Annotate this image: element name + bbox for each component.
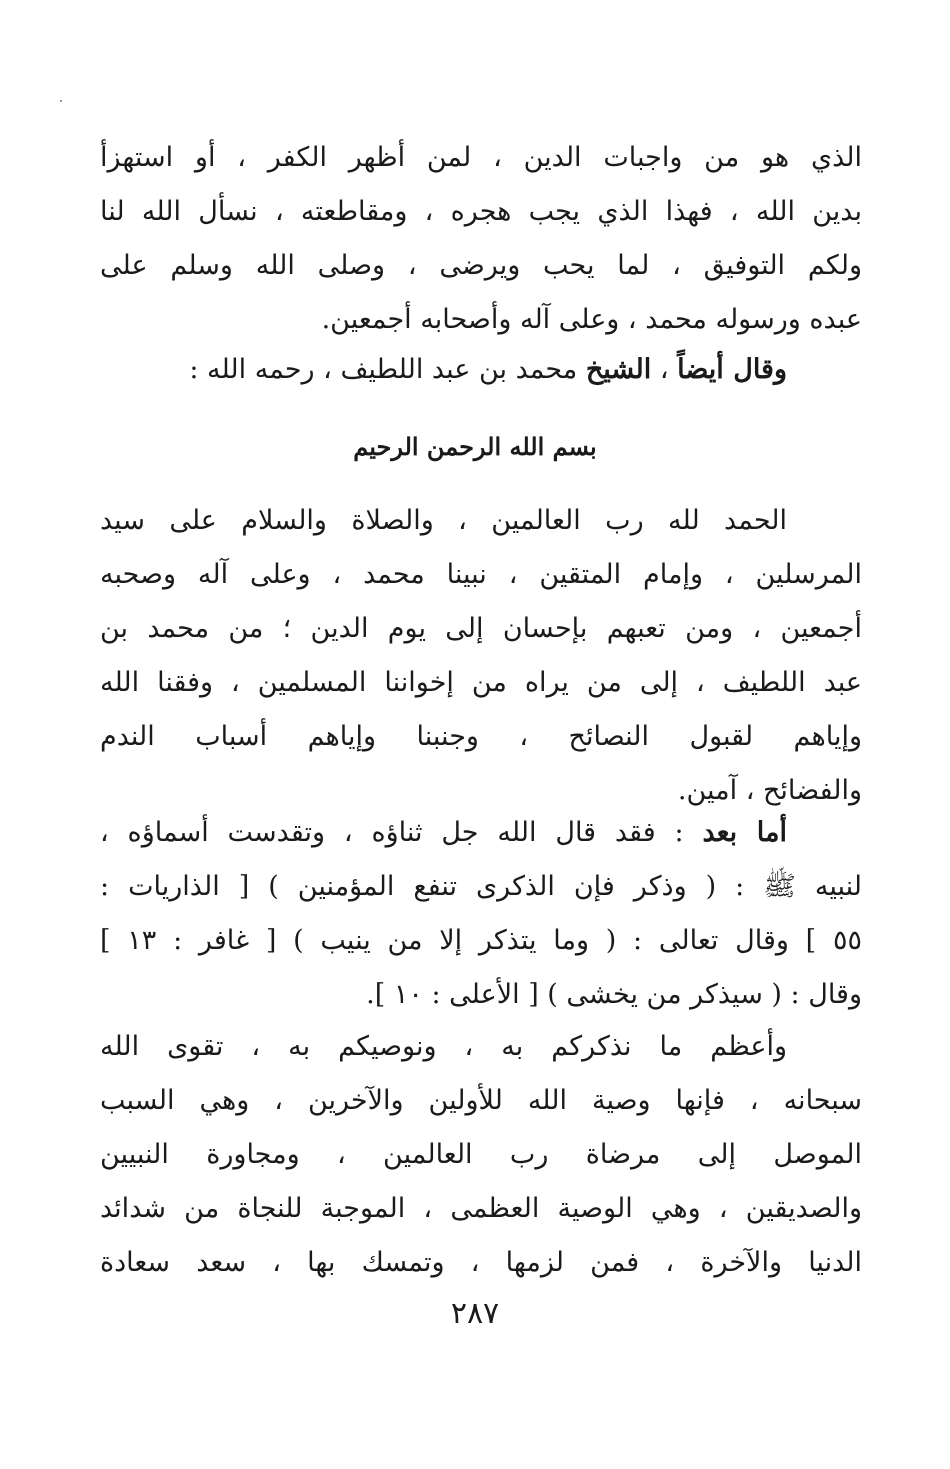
page-number: ٢٨٧: [450, 1296, 500, 1331]
heading-separator: ،: [651, 354, 678, 385]
paragraph-4-line: والصديقين ، وهي الوصية العظمى ، الموجبة للنجاة من شدائد: [100, 1193, 862, 1224]
paragraph-1-line: بدين الله ، فهذا الذي يجب هجره ، ومقاطعته ، نسأل الله لنا: [100, 196, 862, 227]
page-speck: [60, 100, 62, 102]
heading-bold-2: الشيخ: [585, 354, 652, 385]
paragraph-4-line: الدنيا والآخرة ، فمن لزمها ، وتمسك بها ، سعد سعادة: [100, 1247, 862, 1278]
paragraph-2-line: أجمعين ، ومن تعبهم بإحسان إلى يوم الدين ؛ من محمد بن: [100, 613, 862, 644]
paragraph-4: [100, 1020, 862, 1290]
paragraph-3-line: لنبيه ﷺ : ( وذكر فإن الذكرى تنفع المؤمنين ) [ الذاريات :: [100, 871, 862, 902]
paragraph-4-line: الموصل إلى مرضاة رب العالمين ، ومجاورة النبيين: [100, 1139, 862, 1170]
paragraph-1-line: الذي هو من واجبات الدين ، لمن أظهر الكفر ، أو استهزأ: [100, 142, 862, 173]
heading-bold-1: وقال أيضاً: [677, 354, 787, 385]
paragraph-3: [100, 806, 862, 1022]
paragraph-2-line: والفضائح ، آمين.: [677, 775, 862, 806]
section-heading: [100, 343, 862, 397]
basmala-calligraphy: بسم الله الرحمن الرحيم: [353, 432, 597, 461]
paragraph-2-line: عبد اللطيف ، إلى من يراه من إخواننا المسلمين ، وفقنا الله: [100, 667, 862, 698]
paragraph-2: [100, 494, 862, 818]
paragraph-3-bold-lead: أما بعد: [702, 817, 787, 848]
paragraph-4-line: وأعظم ما نذكركم به ، ونوصيكم به ، تقوى الله: [100, 1031, 787, 1062]
paragraph-3-first-line: [100, 806, 862, 860]
section-heading-line: [100, 343, 862, 397]
paragraph-3-line: وقال : ( سيذكر من يخشى ) [ الأعلى : ١٠ ].: [366, 979, 862, 1010]
paragraph-1-line: عبده ورسوله محمد ، وعلى آله وأصحابه أجمعين.: [321, 304, 862, 335]
paragraph-1-line: ولكم التوفيق ، لما يحب ويرضى ، وصلى الله وسلم على: [100, 250, 862, 281]
paragraph-1: [100, 131, 862, 347]
paragraph-2-line: المرسلين ، وإمام المتقين ، نبينا محمد ، وعلى آله وصحبه: [100, 559, 862, 590]
paragraph-3-first-rest: : فقد قال الله جل ثناؤه ، وتقدست أسماؤه ،: [100, 817, 703, 848]
heading-rest: محمد بن عبد اللطيف ، رحمه الله :: [189, 354, 586, 385]
paragraph-4-line: سبحانه ، فإنها وصية الله للأولين والآخرين ، وهي السبب: [100, 1085, 862, 1116]
paragraph-2-line: الحمد لله رب العالمين ، والصلاة والسلام على سيد: [100, 505, 787, 536]
paragraph-3-line: ٥٥ ] وقال تعالى : ( وما يتذكر إلا من ينيب ) [ غافر : ١٣ ]: [100, 925, 862, 956]
paragraph-2-line: وإياهم لقبول النصائح ، وجنبنا وإياهم أسباب الندم: [100, 721, 862, 752]
